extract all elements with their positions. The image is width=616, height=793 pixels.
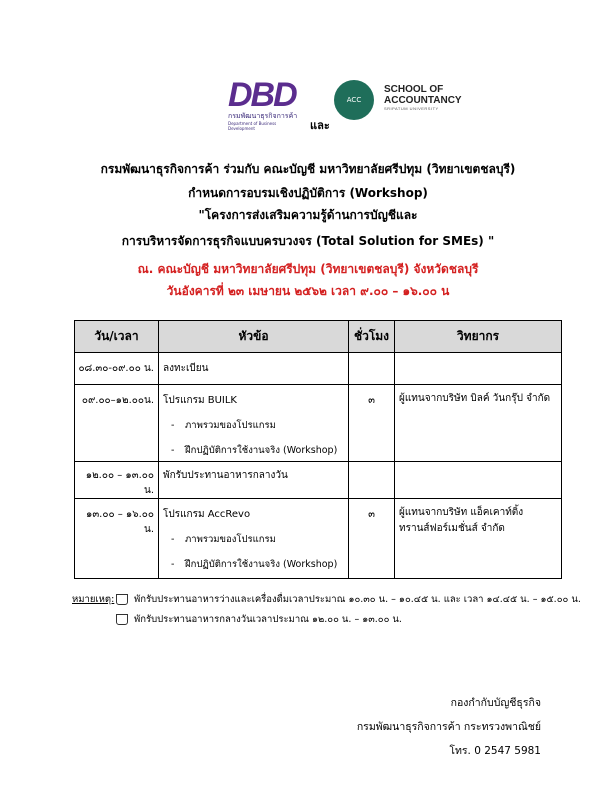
and-text: และ: [310, 119, 330, 132]
table-row: [75, 499, 562, 579]
topic-title: โปรแกรม BUILK: [163, 395, 237, 406]
note-text: พักรับประทานอาหารกลางวันเวลาประมาณ ๑๒.๐๐ น. – ๑๓.๐๐ น.: [134, 614, 402, 625]
dbd-logo-mark: DBD: [228, 76, 296, 114]
row-time: ๐๘.๓๐-๐๙.๐๐ น.: [75, 353, 159, 385]
header-speaker: วิทยากร: [395, 321, 562, 353]
dbd-logo-english: Department of Business Development: [228, 121, 277, 131]
table-row: [75, 353, 562, 385]
row-hours: ๓: [349, 499, 395, 579]
heading-line2: กำหนดการอบรมเชิงปฏิบัติการ (Workshop): [188, 186, 428, 200]
row-topic: [159, 353, 349, 385]
row-topic: [159, 462, 349, 499]
dbd-logo-thai: กรมพัฒนาธุรกิจการค้า: [228, 112, 298, 120]
signature-dept: กองกำกับบัญชีธุรกิจ: [450, 697, 541, 709]
topic-title: ลงทะเบียน: [163, 363, 209, 374]
acc-line1: SCHOOL OF: [384, 84, 444, 95]
header-time: วัน/เวลา: [75, 321, 159, 353]
heading-line4: การบริหารจัดการธุรกิจแบบครบวงจร (Total Solution for SMEs) ": [121, 234, 495, 248]
row-speaker: [395, 353, 562, 385]
coffee-cup-icon: [116, 594, 128, 605]
topic-subitem: - ฝึกปฏิบัติการใช้งานจริง (Workshop): [163, 443, 348, 458]
note-text: พักรับประทานอาหารว่างและเครื่องดื่มเวลาประมาณ ๑๐.๓๐ น. – ๑๐.๔๕ น. และ เวลา ๑๔.๔๕ น. – ๑๕.๐๐ น.: [134, 594, 581, 605]
table-row: [75, 385, 562, 462]
topic-subitem: - ฝึกปฏิบัติการใช้งานจริง (Workshop): [163, 557, 348, 572]
note-item: [116, 612, 402, 627]
row-topic: [159, 499, 349, 579]
header-topic: หัวข้อ: [159, 321, 349, 353]
acc-line2: ACCOUNTANCY: [384, 95, 462, 106]
row-speaker: ผู้แทนจากบริษัท บิลค์ วันกรุ๊ป จำกัด: [395, 385, 562, 462]
row-speaker: [395, 462, 562, 499]
header-hours: ชั่วโมง: [349, 321, 395, 353]
row-speaker: ผู้แทนจากบริษัท แอ็คเคาท์ติ้ง ทรานส์ฟอร์เมชั่นส์ จำกัด: [395, 499, 562, 579]
row-hours: [349, 353, 395, 385]
row-time: ๑๒.๐๐ – ๑๓.๐๐ น.: [75, 462, 159, 499]
row-hours: [349, 462, 395, 499]
topic-subitem: - ภาพรวมของโปรแกรม: [163, 532, 348, 547]
logo-strip: [0, 78, 616, 138]
acc-logo-icon: ACC: [334, 80, 374, 120]
note-item: [116, 592, 581, 607]
date-line: วันอังคารที่ ๒๓ เมษายน ๒๕๖๒ เวลา ๙.๐๐ – ๑๖.๐๐ น: [166, 284, 450, 298]
acc-logo-text: [384, 84, 462, 112]
row-hours: ๓: [349, 385, 395, 462]
venue-line: ณ. คณะบัญชี มหาวิทยาลัยศรีปทุม (วิทยาเขตชลบุรี) จังหวัดชลบุรี: [137, 262, 479, 276]
table-row: [75, 462, 562, 499]
heading-line1: กรมพัฒนาธุรกิจการค้า ร่วมกับ คณะบัญชี มหาวิทยาลัยศรีปทุม (วิทยาเขตชลบุรี): [100, 162, 516, 176]
row-topic: [159, 385, 349, 462]
topic-title: โปรแกรม AccRevo: [163, 509, 251, 520]
food-icon: [116, 614, 128, 625]
table-header-row: [75, 321, 562, 353]
notes-label: หมายเหตุ:: [72, 594, 115, 605]
acc-logo: [332, 78, 462, 126]
row-time: ๑๓.๐๐ – ๑๖.๐๐ น.: [75, 499, 159, 579]
dbd-logo: [228, 76, 298, 131]
acc-sub: SRIPATUM UNIVERSITY: [384, 106, 439, 111]
topic-subitem: - ภาพรวมของโปรแกรม: [163, 418, 348, 433]
signature-phone: โทร. 0 2547 5981: [449, 745, 541, 757]
signature-org: กรมพัฒนาธุรกิจการค้า กระทรวงพาณิชย์: [356, 721, 541, 733]
heading-line3: "โครงการส่งเสริมความรู้ด้านการบัญชีและ: [198, 208, 418, 222]
topic-title: พักรับประทานอาหารกลางวัน: [163, 470, 288, 481]
schedule-table: [74, 320, 562, 579]
row-time: ๐๙.๐๐–๑๒.๐๐น.: [75, 385, 159, 462]
